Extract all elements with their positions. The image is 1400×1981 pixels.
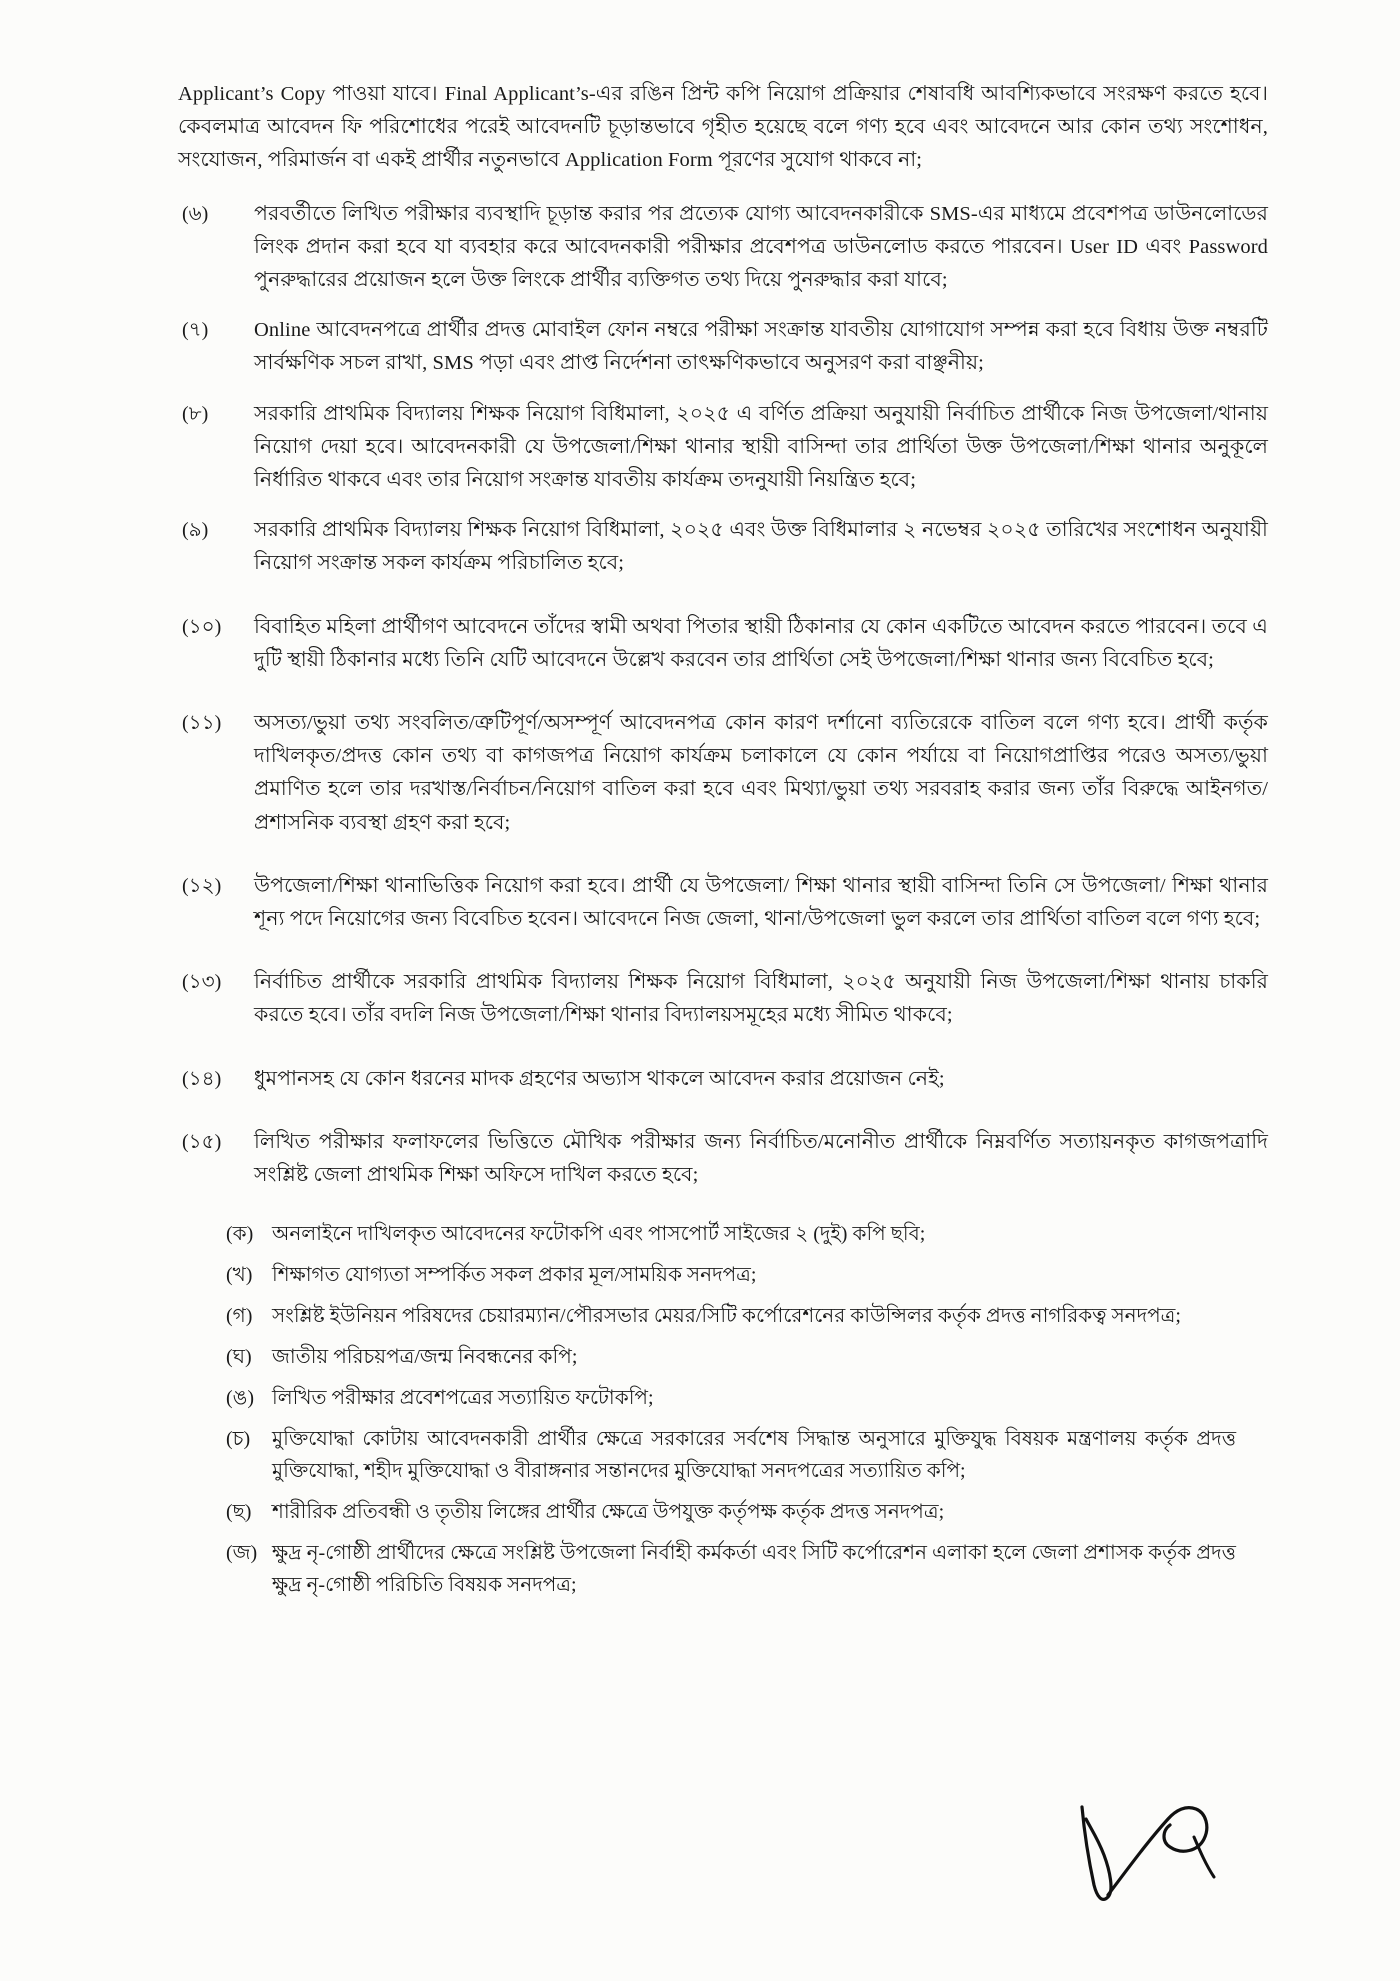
clause-number: (১৫) [182,1130,222,1153]
list-item-label: (খ) [226,1264,253,1287]
required-documents-list [226,1218,1236,1601]
list-item [226,1496,1236,1528]
clause-text: উপজেলা/শিক্ষা থানাভিত্তিক নিয়োগ করা হবে। প্রার্থী যে উপজেলা/ শিক্ষা থানার স্থায়ী বাসিন্দা তিনি সে উপজেলা/ শিক্ষা থানার শূন্য পদে নিয়োগের জন্য বিবেচিত হবেন। আবেদনে নিজ জেলা, থানা/উপজেলা ভুল করলে তার প্রার্থিতা বাতিল বলে গণ্য হবে; [254,874,1268,931]
list-item-label: (ঘ) [226,1346,252,1369]
document-body [178,78,1268,1610]
clause-item [178,1063,1268,1096]
clause-text: নির্বাচিত প্রার্থীকে সরকারি প্রাথমিক বিদ্যালয় শিক্ষক নিয়োগ বিধিমালা, ২০২৫ অনুযায়ী নিজ উপজেলা/শিক্ষা থানায় চাকরি করতে হবে। তাঁর বদলি নিজ উপজেলা/শিক্ষা থানার বিদ্যালয়সমূহের মধ্যে সীমিত থাকবে; [254,971,1268,1027]
list-item-text: শিক্ষাগত যোগ্যতা সম্পর্কিত সকল প্রকার মূল/সাময়িক সনদপত্র; [272,1264,757,1287]
clause-item [178,966,1268,1032]
list-item-text: জাতীয় পরিচয়পত্র/জন্ম নিবন্ধনের কপি; [272,1346,578,1369]
clause-text: লিখিত পরীক্ষার ফলাফলের ভিত্তিতে মৌখিক পরীক্ষার জন্য নির্বাচিত/মনোনীত প্রার্থীকে নিম্নবর্ণিত সত্যায়নকৃত কাগজপত্রাদি সংশ্লিষ্ট জেলা প্রাথমিক শিক্ষা অফিসে দাখিল করতে হবে; [254,1130,1268,1187]
list-item-label: (জ) [226,1542,258,1565]
signature-icon [1064,1799,1244,1909]
list-item-label: (ক) [226,1223,254,1246]
list-item-label: (গ) [226,1305,253,1328]
clause-number: (১২) [182,874,222,897]
list-item-text: মুক্তিযোদ্ধা কোটায় আবেদনকারী প্রার্থীর ক্ষেত্রে সরকারের সর্বশেষ সিদ্ধান্ত অনুসারে মুক্তিযুদ্ধ বিষয়ক মন্ত্রণালয় কর্তৃক প্রদত্ত মুক্তিযোদ্ধা, শহীদ মুক্তিযোদ্ধা ও বীরাঙ্গনার সন্তানদের মুক্তিযোদ্ধা সনদপত্রের সত্যায়িত কপি; [272,1428,1236,1483]
clause-number: (৬) [182,202,209,225]
clause-item [178,514,1268,580]
clause-item [178,398,1268,498]
list-item [226,1537,1236,1601]
list-item [226,1300,1236,1332]
list-item-text: ক্ষুদ্র নৃ-গোষ্ঠী প্রার্থীদের ক্ষেত্রে সংশ্লিষ্ট উপজেলা নির্বাহী কর্মকর্তা এবং সিটি কর্পোরেশন এলাকা হলে জেলা প্রশাসক কর্তৃক প্রদত্ত ক্ষুদ্র নৃ-গোষ্ঠী পরিচিতি বিষয়ক সনদপত্র; [272,1542,1236,1597]
clause-item [178,611,1268,677]
list-item-text: শারীরিক প্রতিবন্ধী ও তৃতীয় লিঙ্গের প্রার্থীর ক্ষেত্রে উপযুক্ত কর্তৃপক্ষ কর্তৃক প্রদত্ত সনদপত্র; [272,1501,945,1524]
list-item-text: সংশ্লিষ্ট ইউনিয়ন পরিষদের চেয়ারম্যান/পৌরসভার মেয়র/সিটি কর্পোরেশনের কাউন্সিলর কর্তৃক প্রদত্ত নাগরিকত্ব সনদপত্র; [272,1305,1181,1328]
clause-text: পরবর্তীতে লিখিত পরীক্ষার ব্যবস্থাদি চূড়ান্ত করার পর প্রত্যেক যোগ্য আবেদনকারীকে SMS-এর মাধ্যমে প্রবেশপত্র ডাউনলোডের লিংক প্রদান করা হবে যা ব্যবহার করে আবেদনকারী পরীক্ষার প্রবেশপত্র ডাউনলোড করতে পারবেন। User ID এবং Password পুনরুদ্ধারের প্রয়োজন হলে উক্ত লিংকে প্রার্থীর ব্যক্তিগত তথ্য দিয়ে পুনরুদ্ধার করা যাবে; [254,202,1268,292]
intro-paragraph: Applicant’s Copy পাওয়া যাবে। Final Applicant’s-এর রঙিন প্রিন্ট কপি নিয়োগ প্রক্রিয়ার শেষাবধি আবশ্যিকভাবে সংরক্ষণ করতে হবে। কেবলমাত্র আবেদন ফি পরিশোধের পরেই আবেদনটি চূড়ান্তভাবে গৃহীত হয়েছে বলে গণ্য হবে এবং আবেদনে আর কোন তথ্য সংশোধন, সংযোজন, পরিমার্জন বা একই প্রার্থীর নতুনভাবে Application Form পূরণের সুযোগ থাকবে না; [178,83,1268,172]
clause-number: (৭) [182,319,209,342]
list-item-label: (ঙ) [226,1387,254,1410]
clause-item [178,707,1268,840]
clause-text: সরকারি প্রাথমিক বিদ্যালয় শিক্ষক নিয়োগ বিধিমালা, ২০২৫ এবং উক্ত বিধিমালার ২ নভেম্বর ২০২৫ তারিখের সংশোধন অনুযায়ী নিয়োগ সংক্রান্ত সকল কার্যক্রম পরিচালিত হবে; [254,519,1268,575]
clause-item [178,870,1268,936]
list-item [226,1341,1236,1373]
clause-item [178,314,1268,380]
clause-text: অসত্য/ভুয়া তথ্য সংবলিত/ত্রুটিপূর্ণ/অসম্পূর্ণ আবেদনপত্র কোন কারণ দর্শানো ব্যতিরেকে বাতিল বলে গণ্য হবে। প্রার্থী কর্তৃক দাখিলকৃত/প্রদত্ত কোন তথ্য বা কাগজপত্র নিয়োগ কার্যক্রম চলাকালে যে কোন পর্যায়ে বা নিয়োগপ্রাপ্তির পরেও অসত্য/ভুয়া প্রমাণিত হলে তার দরখাস্ত/নির্বাচন/নিয়োগ বাতিল করা হবে এবং মিথ্যা/ভুয়া তথ্য সরবরাহ করার জন্য তাঁর বিরুদ্ধে আইনগত/প্রশাসনিক ব্যবস্থা গ্রহণ করা হবে; [254,712,1268,834]
clause-number: (১৪) [182,1067,222,1090]
list-item [226,1218,1236,1250]
list-item [226,1259,1236,1291]
clause-number: (১১) [182,712,222,735]
clause-number: (৯) [182,519,209,542]
list-item-label: (ছ) [226,1501,252,1524]
clause-number: (৮) [182,402,209,425]
list-item [226,1382,1236,1414]
clause-text: সরকারি প্রাথমিক বিদ্যালয় শিক্ষক নিয়োগ বিধিমালা, ২০২৫ এ বর্ণিত প্রক্রিয়া অনুযায়ী নির্বাচিত প্রার্থীকে নিজ উপজেলা/থানায় নিয়োগ দেয়া হবে। আবেদনকারী যে উপজেলা/শিক্ষা থানার স্থায়ী বাসিন্দা তার প্রার্থিতা উক্ত উপজেলা/শিক্ষা থানার অনুকূলে নির্ধারিত থাকবে এবং তার নিয়োগ সংক্রান্ত যাবতীয় কার্যক্রম তদনুযায়ী নিয়ন্ত্রিত হবে; [254,402,1268,492]
clause-text: Online আবেদনপত্রে প্রার্থীর প্রদত্ত মোবাইল ফোন নম্বরে পরীক্ষা সংক্রান্ত যাবতীয় যোগাযোগ সম্পন্ন করা হবে বিধায় উক্ত নম্বরটি সার্বক্ষণিক সচল রাখা, SMS পড়া এবং প্রাপ্ত নির্দেশনা তাৎক্ষণিকভাবে অনুসরণ করা বাঞ্ছনীয়; [254,319,1268,375]
list-item [226,1423,1236,1487]
clause-text: ধুমপানসহ যে কোন ধরনের মাদক গ্রহণের অভ্যাস থাকলে আবেদন করার প্রয়োজন নেই; [254,1067,945,1090]
clause-item [178,198,1268,298]
clause-text: বিবাহিত মহিলা প্রার্থীগণ আবেদনে তাঁদের স্বামী অথবা পিতার স্থায়ী ঠিকানার যে কোন একটিতে আবেদন করতে পারবেন। তবে এ দুটি স্থায়ী ঠিকানার মধ্যে তিনি যেটি আবেদনে উল্লেখ করবেন তার প্রার্থিতা সেই উপজেলা/শিক্ষা থানার জন্য বিবেচিত হবে; [254,615,1268,671]
clause-number: (১০) [182,615,222,638]
list-item-text: লিখিত পরীক্ষার প্রবেশপত্রের সত্যায়িত ফটোকপি; [272,1387,654,1410]
clause-number: (১৩) [182,971,222,994]
list-item-text: অনলাইনে দাখিলকৃত আবেদনের ফটোকপি এবং পাসপোর্ট সাইজের ২ (দুই) কপি ছবি; [272,1223,926,1246]
list-item-label: (চ) [226,1428,251,1451]
clause-item [178,1126,1268,1192]
